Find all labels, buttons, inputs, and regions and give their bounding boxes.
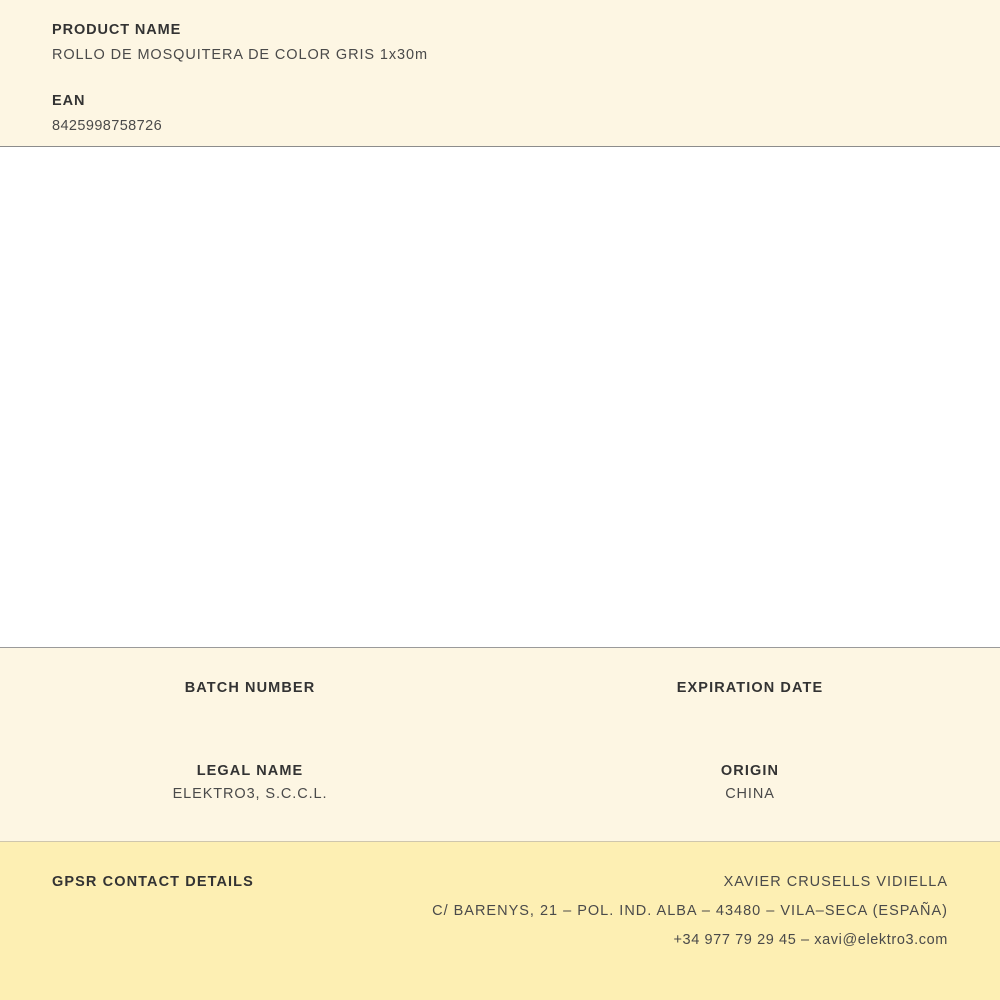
ean-value: 8425998758726 [52,118,163,134]
gpsr-contact-address: C/ BARENYS, 21 – POL. IND. ALBA – 43480 – VILA–SECA (ESPAÑA) [432,903,948,919]
product-name-label: PRODUCT NAME [52,22,182,38]
expiration-date-label: EXPIRATION DATE [676,680,824,696]
batch-expiration-row [0,648,1000,703]
product-name-field [0,22,1000,63]
gpsr-contact-lines [254,874,948,948]
batch-number-label: BATCH NUMBER [184,680,316,696]
origin-label: ORIGIN [720,763,780,779]
product-name-value: ROLLO DE MOSQUITERA DE COLOR GRIS 1x30m [52,47,428,63]
gpsr-contact-title: GPSR CONTACT DETAILS [52,874,254,890]
gpsr-contact-phone-email: +34 977 79 29 45 – xavi@elektro3.com [673,932,948,948]
legal-origin-row [0,703,1000,802]
expiration-date-field [500,680,1000,703]
blank-content-area [0,147,1000,648]
legal-name-field [0,763,500,802]
batch-number-field [0,680,500,703]
gpsr-contact-name: XAVIER CRUSELLS VIDIELLA [723,874,948,890]
origin-field [500,763,1000,802]
product-header-block [0,0,1000,147]
legal-name-value: ELEKTRO3, S.C.C.L. [172,786,328,802]
ean-field [0,93,1000,134]
origin-value: CHINA [725,786,775,802]
product-details-block [0,648,1000,842]
ean-label: EAN [52,93,86,109]
gpsr-contact-block [0,842,1000,1000]
legal-name-label: LEGAL NAME [196,763,304,779]
